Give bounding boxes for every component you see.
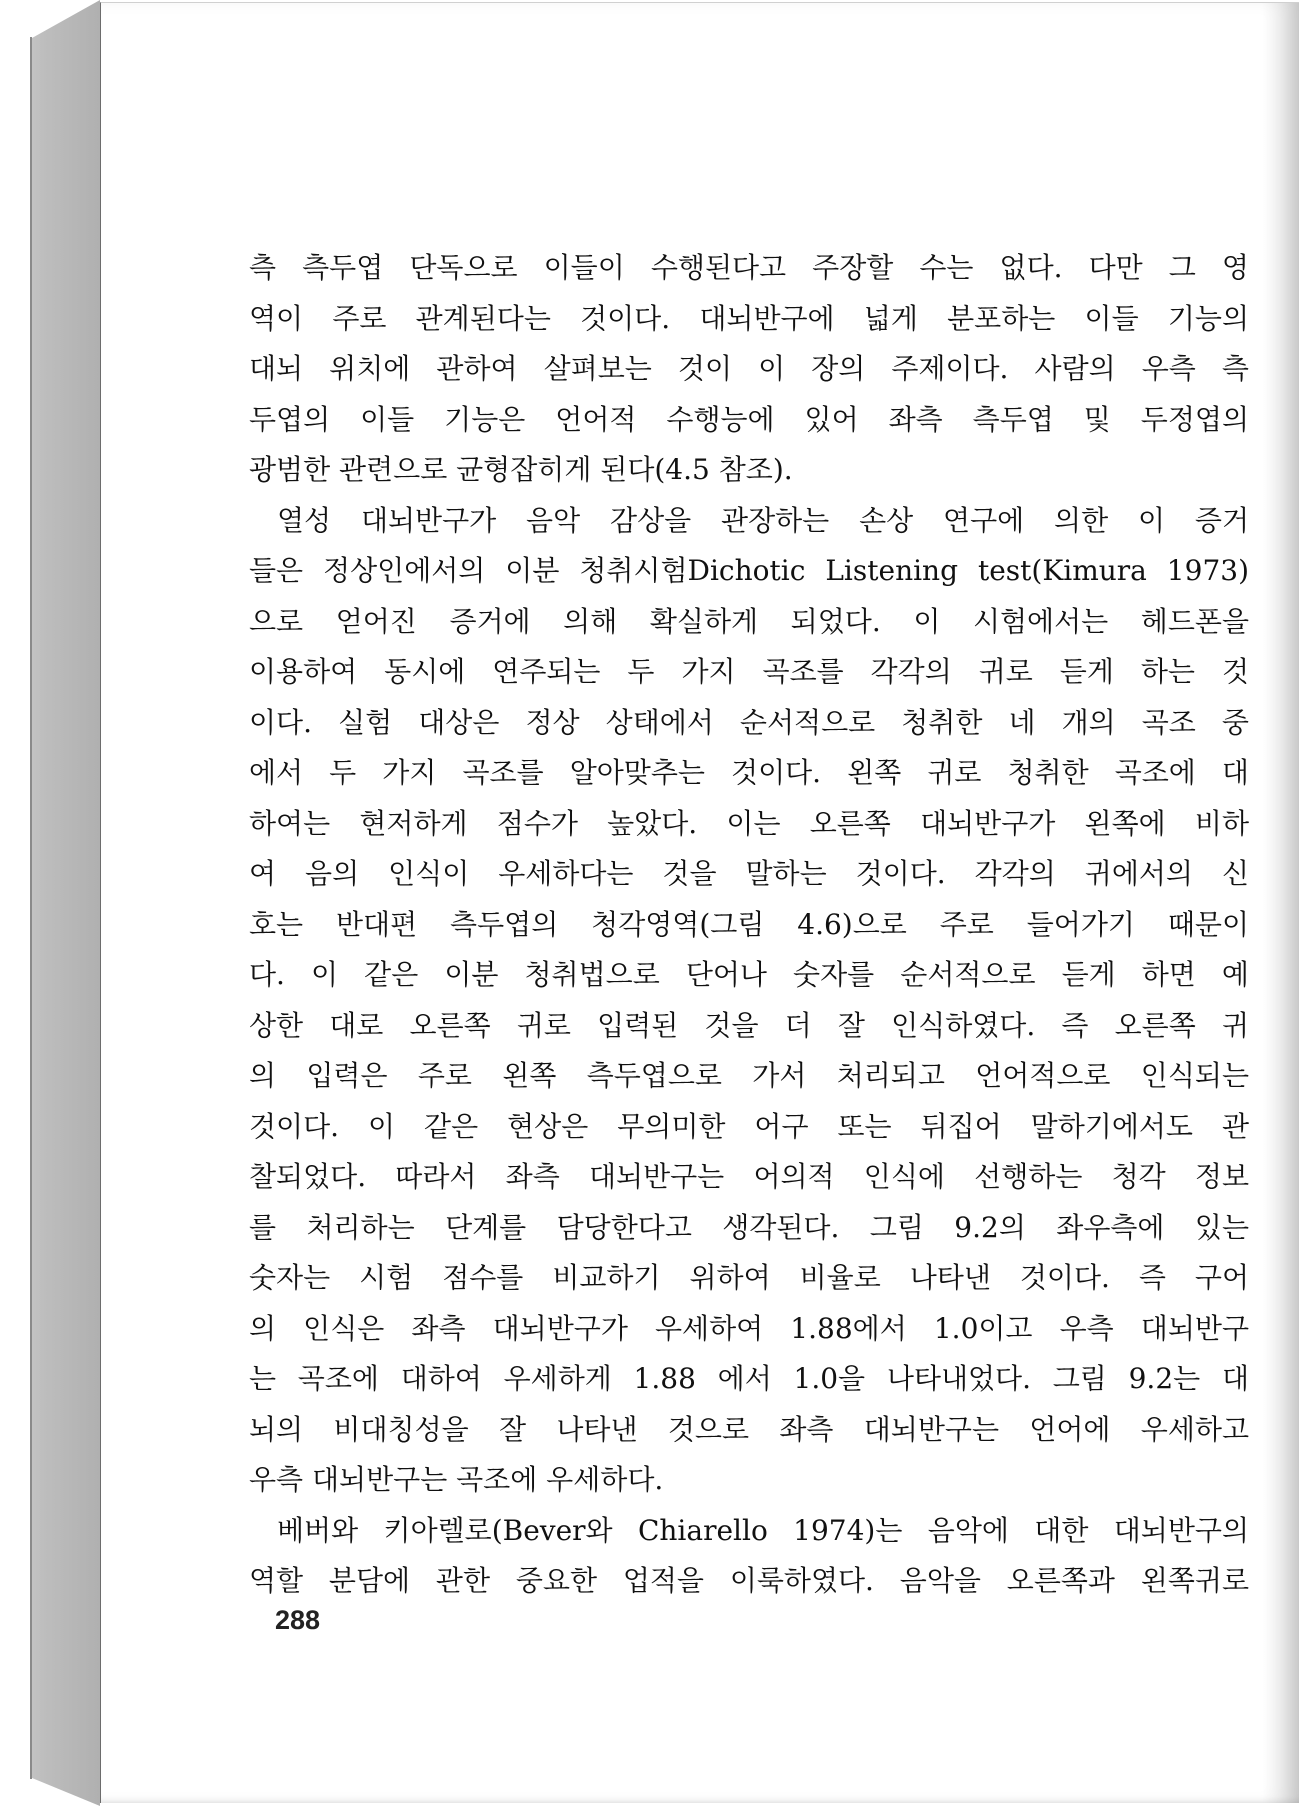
text-line: 호는 반대편 측두엽의 청각영역(그림 4.6)으로 주로 들어가기 때문이 bbox=[249, 907, 1249, 941]
text-line: 역이 주로 관계된다는 것이다. 대뇌반구에 넓게 분포하는 이들 기능의 bbox=[249, 301, 1249, 335]
text-line: 찰되었다. 따라서 좌측 대뇌반구는 어의적 인식에 선행하는 청각 정보 bbox=[249, 1160, 1249, 1193]
text-line: 의 입력은 주로 왼쪽 측두엽으로 가서 처리되고 언어적으로 인식되는 bbox=[249, 1059, 1249, 1092]
body-text bbox=[249, 243, 1249, 1607]
text-line: 하여는 현저하게 점수가 높았다. 이는 오른쪽 대뇌반구가 왼쪽에 비하 bbox=[249, 806, 1249, 840]
text-line: 열성 대뇌반구가 음악 감상을 관장하는 손상 연구에 의한 이 증거 bbox=[277, 503, 1249, 537]
text-line: 우측 대뇌반구는 곡조에 우세하다. bbox=[249, 1463, 664, 1496]
text-line: 뇌의 비대칭성을 잘 나타낸 것으로 좌측 대뇌반구는 언어에 우세하고 bbox=[249, 1412, 1249, 1446]
text-line: 역할 분담에 관한 중요한 업적을 이룩하였다. 음악을 오른쪽과 왼쪽귀로 bbox=[249, 1564, 1249, 1597]
book-page bbox=[100, 2, 1299, 1803]
text-line: 이다. 실험 대상은 정상 상태에서 순서적으로 청취한 네 개의 곡조 중 bbox=[249, 705, 1249, 739]
book-spine-edge bbox=[30, 37, 32, 1779]
text-line: 상한 대로 오른쪽 귀로 입력된 것을 더 잘 인식하였다. 즉 오른쪽 귀 bbox=[249, 1008, 1249, 1042]
text-line: 이용하여 동시에 연주되는 두 가지 곡조를 각각의 귀로 듣게 하는 것 bbox=[249, 655, 1249, 688]
text-line: 는 곡조에 대하여 우세하게 1.88 에서 1.0을 나타내었다. 그림 9.2는 대 bbox=[249, 1362, 1249, 1395]
text-line: 베버와 키아렐로(Bever와 Chiarello 1974)는 음악에 대한 대뇌반구의 bbox=[277, 1513, 1249, 1547]
text-line: 의 인식은 좌측 대뇌반구가 우세하여 1.88에서 1.0이고 우측 대뇌반구 bbox=[249, 1311, 1249, 1345]
text-line: 광범한 관련으로 균형잡히게 된다(4.5 참조). bbox=[249, 453, 793, 486]
page-shadow bbox=[1262, 3, 1299, 1803]
text-line: 두엽의 이들 기능은 언어적 수행능에 있어 좌측 측두엽 및 두정엽의 bbox=[249, 402, 1249, 436]
book-spine bbox=[0, 0, 100, 1806]
text-line: 여 음의 인식이 우세하다는 것을 말하는 것이다. 각각의 귀에서의 신 bbox=[249, 857, 1249, 890]
text-line: 숫자는 시험 점수를 비교하기 위하여 비율로 나타낸 것이다. 즉 구어 bbox=[249, 1261, 1249, 1294]
text-line: 으로 얻어진 증거에 의해 확실하게 되었다. 이 시험에서는 헤드폰을 bbox=[249, 604, 1249, 638]
text-line: 를 처리하는 단계를 담당한다고 생각된다. 그림 9.2의 좌우측에 있는 bbox=[249, 1210, 1249, 1244]
text-line: 것이다. 이 같은 현상은 무의미한 어구 또는 뒤집어 말하기에서도 관 bbox=[249, 1109, 1249, 1143]
text-line: 측 측두엽 단독으로 이들이 수행된다고 주장할 수는 없다. 다만 그 영 bbox=[249, 251, 1249, 284]
text-line: 에서 두 가지 곡조를 알아맞추는 것이다. 왼쪽 귀로 청취한 곡조에 대 bbox=[249, 756, 1249, 789]
text-line: 대뇌 위치에 관하여 살펴보는 것이 이 장의 주제이다. 사람의 우측 측 bbox=[249, 352, 1249, 385]
text-line: 다. 이 같은 이분 청취법으로 단어나 숫자를 순서적으로 듣게 하면 예 bbox=[249, 958, 1249, 991]
text-line: 들은 정상인에서의 이분 청취시험Dichotic Listening test(Kimura 1973) bbox=[249, 554, 1249, 587]
page-number: 288 bbox=[275, 1605, 321, 1635]
